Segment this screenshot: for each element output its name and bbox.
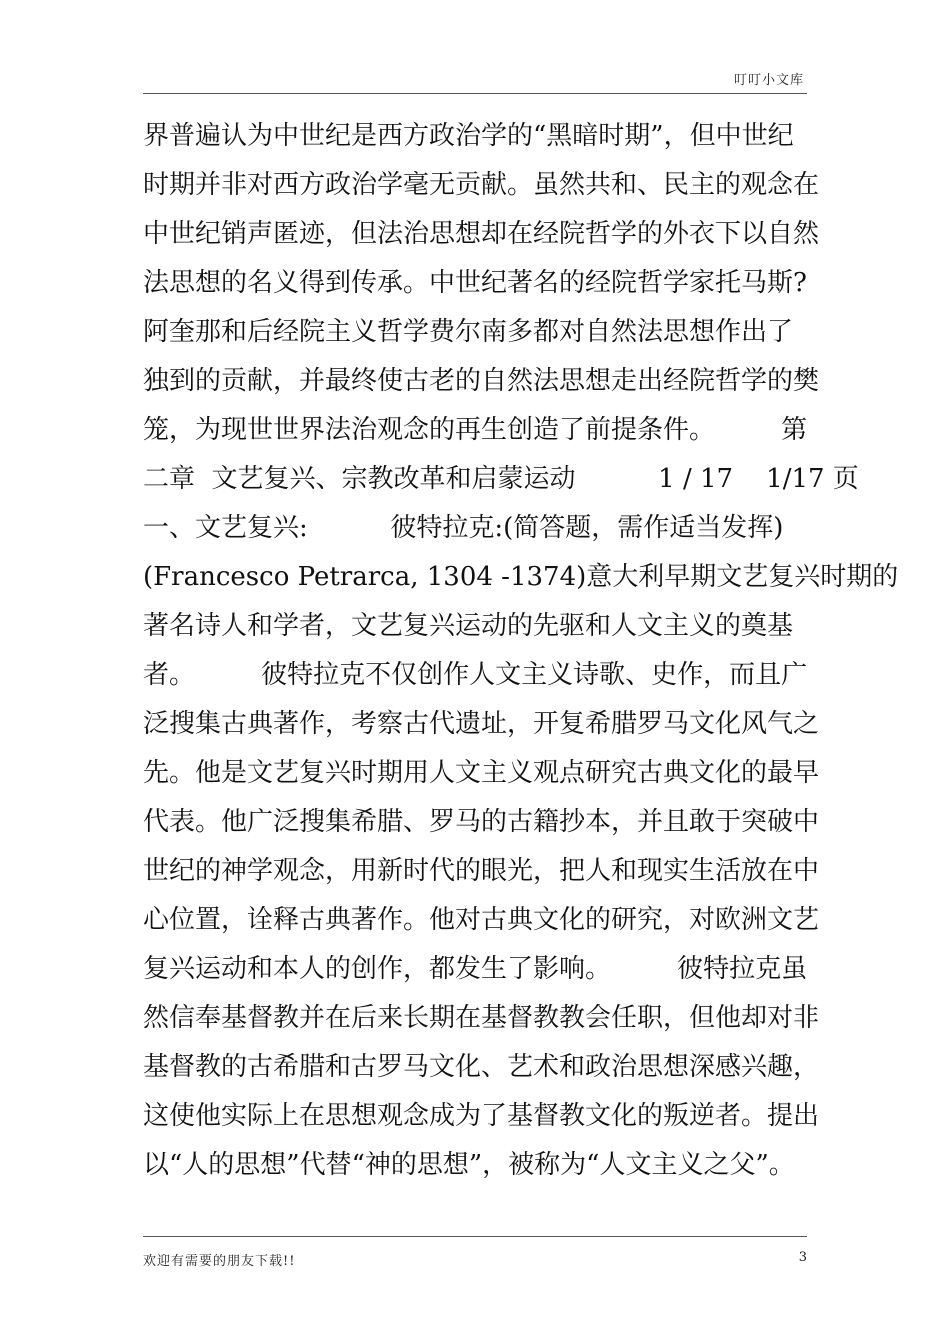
text-line: 时期并非对西方政治学毫无贡献。虽然共和、民主的观念在 [143, 170, 820, 200]
text-line: 界普遍认为中世纪是西方政治学的“黑暗时期”，但中世纪 [143, 121, 794, 151]
text-line: 然信奉基督教并在后来长期在基督教教会任职，但他却对非 [143, 1003, 820, 1033]
text-line: 阿奎那和后经院主义哲学费尔南多都对自然法思想作出了 [143, 317, 794, 347]
footer-divider [143, 1236, 807, 1237]
body-text [143, 112, 899, 1190]
header-label: 叮叮小文库 [733, 73, 804, 88]
text-line: 先。他是文艺复兴时期用人文主义观点研究古典文化的最早 [143, 758, 820, 788]
page-number: 3 [798, 1250, 807, 1265]
text-line: 代表。他广泛搜集希腊、罗马的古籍抄本，并且敢于突破中 [143, 807, 820, 837]
text-line: 世纪的神学观念，用新时代的眼光，把人和现实生活放在中 [143, 856, 820, 886]
text-line: 心位置，诠释古典著作。他对古典文化的研究，对欧洲文艺 [143, 905, 820, 935]
text-line: 基督教的古希腊和古罗马文化、艺术和政治思想深感兴趣， [143, 1052, 820, 1082]
text-line: 者。 彼特拉克不仅创作人文主义诗歌、史作，而且广 [143, 660, 808, 690]
text-line: 著名诗人和学者，文艺复兴运动的先驱和人文主义的奠基 [143, 611, 794, 641]
text-line: 以“人的思想”代替“神的思想”，被称为“人文主义之父”。 [143, 1150, 795, 1180]
text-line: 一、文艺复兴: 彼特拉克:(简答题，需作适当发挥) [143, 513, 784, 543]
footer-note: 欢迎有需要的朋友下载!! [143, 1254, 296, 1269]
text-line: 复兴运动和本人的创作，都发生了影响。 彼特拉克虽 [143, 954, 808, 984]
text-line: (Francesco Petrarca, 1304 -1374)意大利早期文艺复兴时期的 [143, 562, 899, 592]
text-line: 泛搜集古典著作，考察古代遗址，开复希腊罗马文化风气之 [143, 709, 820, 739]
text-line: 独到的贡献，并最终使古老的自然法思想走出经院哲学的樊 [143, 366, 820, 396]
text-line: 中世纪销声匿迹，但法治思想却在经院哲学的外衣下以自然 [143, 219, 820, 249]
text-line: 这使他实际上在思想观念成为了基督教文化的叛逆者。提出 [143, 1101, 820, 1131]
text-line: 二章 文艺复兴、宗教改革和启蒙运动 1 / 17 1/17 页 [143, 464, 859, 494]
header-divider [143, 93, 807, 94]
text-line: 笼，为现世世界法治观念的再生创造了前提条件。 第 [143, 415, 808, 445]
text-line: 法思想的名义得到传承。中世纪著名的经院哲学家托马斯? [143, 268, 807, 298]
